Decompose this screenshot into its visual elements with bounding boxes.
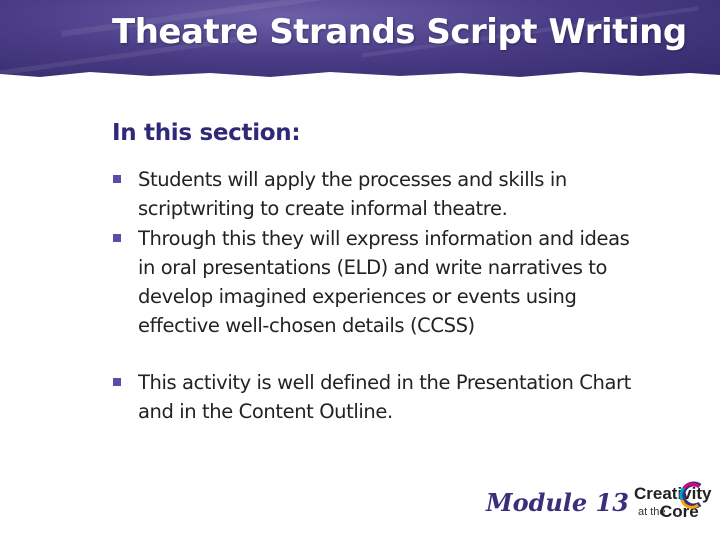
title-bar: [0, 0, 720, 80]
footer-logo: [486, 482, 712, 530]
module-label: Module 13: [486, 488, 629, 517]
title-bar-torn-edge: [0, 68, 720, 80]
bullet-list: [112, 165, 632, 427]
list-item-text: Through this they will express information and ideas in oral presentations (ELD) and write narratives to develop imagined experiences or events using effective well-chosen details (CCSS): [138, 227, 630, 337]
square-bullet-icon: [113, 175, 121, 183]
brand-name-core: Core: [660, 502, 699, 521]
list-item: [112, 165, 632, 223]
creativity-c-icon: [676, 480, 706, 510]
square-bullet-icon: [113, 234, 121, 242]
brand-name-creativity: Creativity: [634, 484, 712, 503]
slide-title: Theatre Strands Script Writing: [112, 12, 687, 52]
section-heading: In this section:: [112, 120, 301, 146]
list-item-text: This activity is well defined in the Presentation Chart and in the Content Outline.: [138, 371, 631, 423]
list-item: [112, 368, 632, 426]
list-item-text: Students will apply the processes and skills in scriptwriting to create informal theatre.: [138, 168, 567, 220]
list-item: [112, 224, 632, 340]
brand-name-at-the: at the: [638, 506, 666, 518]
square-bullet-icon: [113, 378, 121, 386]
